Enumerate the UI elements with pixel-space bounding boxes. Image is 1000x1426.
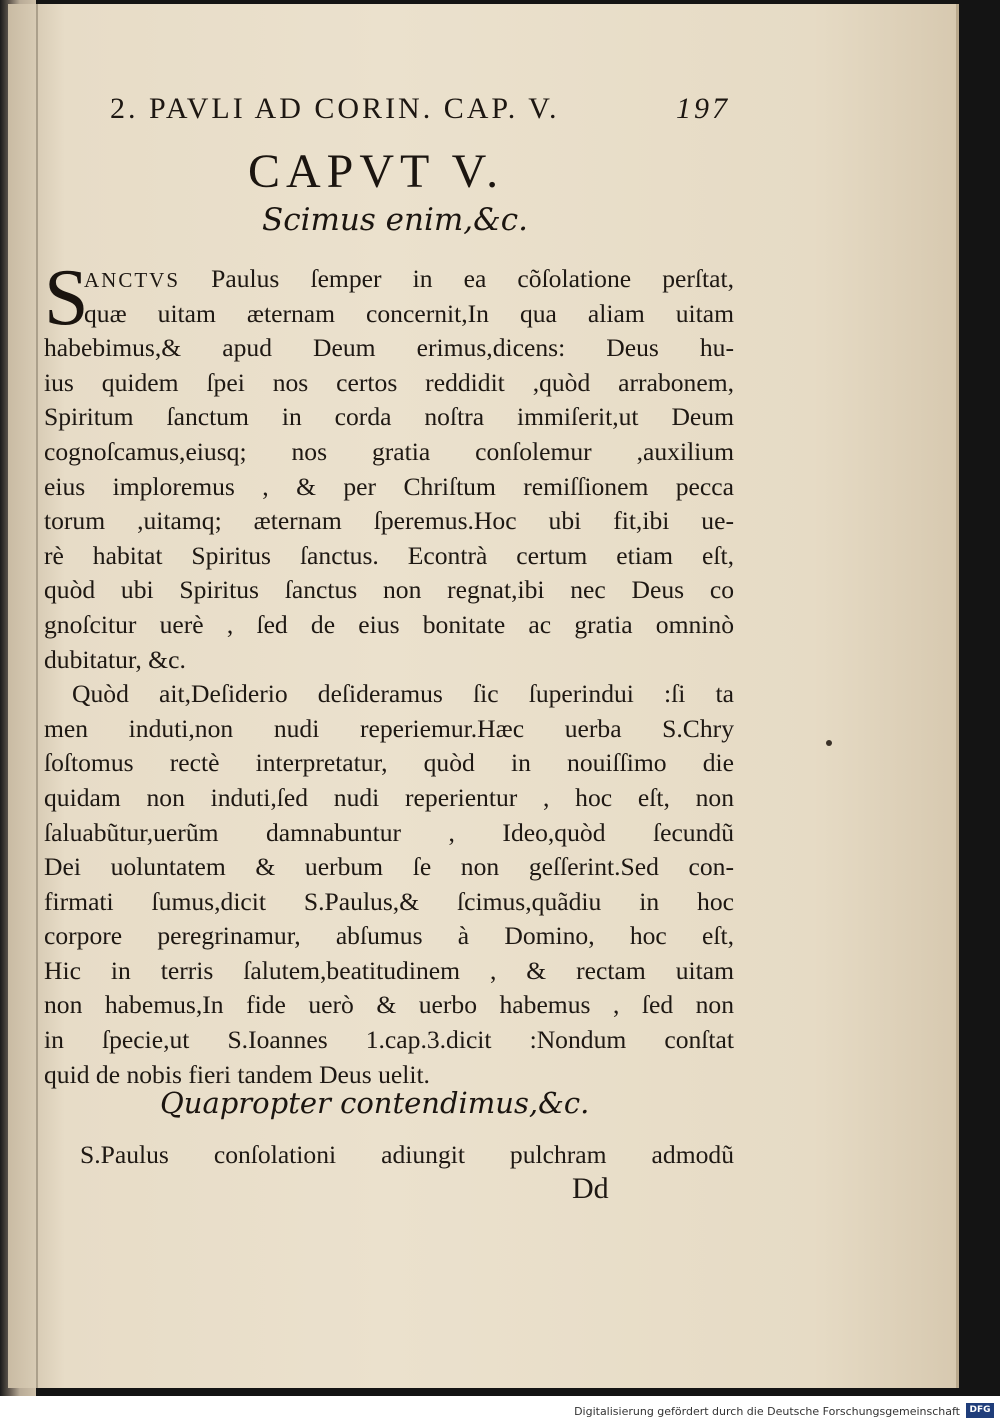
text-line: rè habitat Spiritus ſanctus. Econtrà certum etiam eſt, [44, 540, 734, 570]
text-line: corpore peregrinamur, abſumus à Domino, hoc eſt, [44, 921, 734, 951]
drop-cap: S [44, 254, 89, 342]
text-line: firmati ſumus,dicit S.Paulus,& ſcimus,quãdiu in hoc [44, 886, 734, 916]
text-line: habebimus,& apud Deum erimus,dicens: Deus hu- [44, 333, 734, 363]
footer-bar [0, 1396, 1000, 1426]
text-line: quidam non induti,ſed nudi reperientur , hoc eſt, non [44, 782, 734, 812]
chapter-title: CAPVT V. [248, 145, 505, 198]
text-line: eius imploremus , & per Chriſtum remiſſionem pecca [44, 471, 734, 501]
gutter-line [36, 4, 38, 1388]
text-line: quòd ubi Spiritus ſanctus non regnat,ibi nec Deus co [44, 575, 734, 605]
text-line-content: Paulus ſemper in ea cõſolatione perſtat, [211, 264, 734, 293]
text-line: Hic in terris ſalutem,beatitudinem , & rectam uitam [44, 955, 734, 985]
margin-mark [826, 740, 832, 746]
text-line: quid de nobis fieri tandem Deus uelit. [44, 1059, 430, 1089]
text-line: non habemus,In fide uerò & uerbo habemus , ſed non [44, 990, 734, 1020]
paragraph-2 [44, 677, 734, 1092]
footer-credit: Digitalisierung gefördert durch die Deutsche Forschungsgemeinschaft [574, 1405, 960, 1418]
smallcaps-word: ANCTVS [84, 268, 181, 292]
text-line: dubitatur, &c. [44, 644, 186, 674]
section-first-line: S.Paulus conſolationi adiungit pulchram admodũ [80, 1140, 734, 1169]
signature-mark: Dd [572, 1172, 609, 1205]
text-line: Quòd ait,Deſiderio deſideramus ſic ſuperindui :ſi ta [72, 679, 734, 709]
chapter-incipit: Scimus enim,&c. [262, 202, 528, 238]
text-line: gnoſcitur uerè , ſed de eius bonitate ac gratia omninò [44, 609, 734, 639]
text-line: ſaluabũtur,uerũm damnabuntur , Ideo,quòd ſecundũ [44, 817, 734, 847]
section-incipit: Quapropter contendimus,&c. [160, 1086, 590, 1120]
page-number: 197 [676, 92, 730, 125]
text-line: ius quidem ſpei nos certos reddidit ,quòd arrabonem, [44, 367, 734, 397]
text-line: in ſpecie,ut S.Ioannes 1.cap.3.dicit :Nondum conſtat [44, 1025, 734, 1055]
dfg-logo-icon: DFG [966, 1403, 994, 1418]
running-head [110, 92, 730, 136]
body-text [44, 254, 734, 1092]
text-line: ſoſtomus rectè interpretatur, quòd in nouiſſimo die [44, 748, 734, 778]
text-line: Dei uoluntatem & uerbum ſe non geſſerint.Sed con- [44, 852, 734, 882]
text-line: Spiritum ſanctum in corda noſtra immiſerit,ut Deum [44, 402, 734, 432]
text-line: cognoſcamus,eiusq; nos gratia conſolemur ,auxilium [44, 436, 734, 466]
running-title: 2. PAVLI AD CORIN. CAP. V. [110, 92, 560, 125]
text-line: quæ uitam æternam concernit,In qua aliam uitam [84, 298, 734, 328]
paragraph-1 [44, 254, 734, 677]
text-line: men induti,non nudi reperiemur.Hæc uerba S.Chry [44, 713, 734, 743]
text-line [44, 262, 734, 297]
text-line: torum ,uitamq; æternam ſperemus.Hoc ubi fit,ibi ue- [44, 506, 734, 536]
